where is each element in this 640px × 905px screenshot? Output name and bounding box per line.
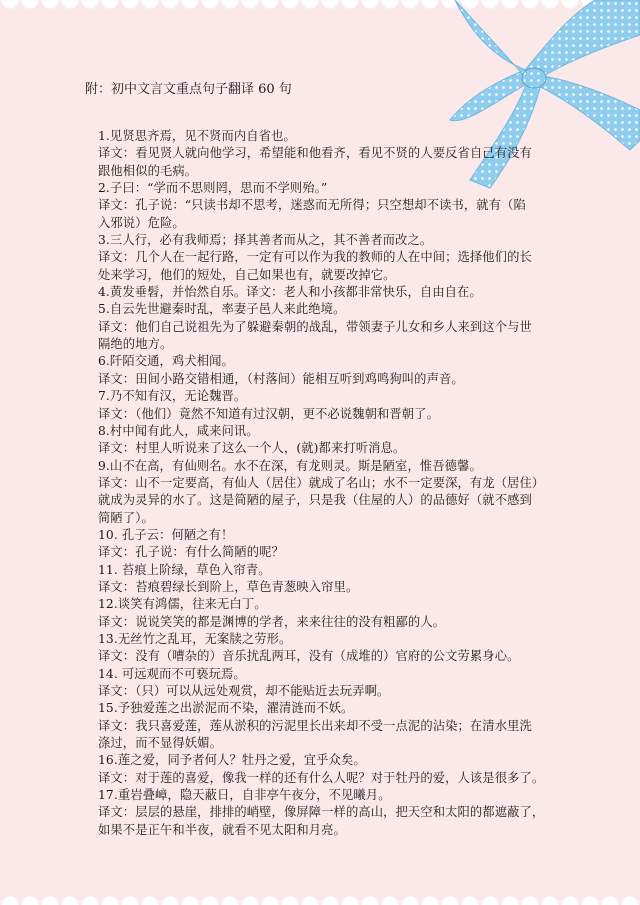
text-line: 1.见贤思齐焉，见不贤而内自省也。: [98, 129, 296, 143]
text-line: 译文：看见贤人就向他学习，希望能和他看齐，看见不贤的人要反省自己有没有: [98, 146, 532, 161]
text-line: 7.乃不知有汉，无论魏晋。: [98, 389, 247, 404]
text-line: 就成为灵异的水了。这是简陋的屋子，只是我（住屋的人）的品德好（就不感到: [98, 493, 532, 508]
text-line: 15.予独爱莲之出淤泥而不染，濯清涟而不妖。: [98, 701, 354, 716]
text-line: 17.重岩叠嶂，隐天蔽日，自非亭午夜分，不见曦月。: [98, 788, 391, 803]
text-line: 9.山不在高，有仙则名。水不在深，有龙则灵。斯是陋室，惟吾德馨。: [98, 458, 482, 473]
text-line: 4.黄发垂髫，并怡然自乐。译文：老人和小孩都非常快乐，自由自在。: [98, 285, 482, 300]
text-line: 8.村中闻有此人，咸来问讯。: [98, 423, 259, 438]
text-line: 12.谈笑有鸿儒，往来无白丁。: [98, 597, 267, 612]
text-line: 11. 苔痕上阶绿，草色入帘青。: [98, 562, 271, 577]
text-line: 3.三人行，必有我师焉；择其善者而从之，其不善者而改之。: [98, 233, 433, 248]
text-line: 6.阡陌交通，鸡犬相闻。: [98, 354, 234, 369]
text-line: 跟他相似的毛病。: [98, 163, 198, 178]
text-line: 译文：山不一定要高，有仙人（居住）就成了名山；水不一定要深，有龙（居住）: [98, 475, 545, 490]
text-line: 译文：苔痕碧绿长到阶上，草色青葱映入帘里。: [98, 579, 359, 594]
text-line: 译文：（只）可以从远处观赏，却不能贴近去玩弄啊。: [98, 684, 390, 698]
text-line: 译文：孔子说：“只读书却不思考，迷惑而无所得；只空想却不读书，就有（陷: [98, 198, 526, 213]
text-line: 隔绝的地方。: [98, 337, 173, 352]
text-line: 16.莲之爱，同予者何人？牡丹之爱，宜乎众矣。: [98, 753, 366, 768]
text-line: 涤过，而不显得妖媚。: [98, 736, 222, 751]
text-line: 处来学习，他们的短处，自己如果也有，就要改掉它。: [98, 267, 396, 282]
text-line: 译文：层层的悬崖，排排的峭壁，像屏障一样的高山，把天空和太阳的都遮蔽了，: [98, 805, 545, 820]
text-line: 简陋了）。: [98, 510, 154, 525]
text-line: 2.子曰：“学而不思则罔，思而不学则殆。”: [98, 181, 328, 196]
text-line: 译文：村里人听说来了这么一个人，(就)都来打听消息。: [98, 441, 406, 456]
text-line: 译文：几个人在一起行路，一定有可以作为我的教师的人在中间；选择他们的长: [98, 250, 532, 265]
text-line: 13.无丝竹之乱耳，无案牍之劳形。: [98, 631, 292, 646]
text-line: 译文：没有（嘈杂的）音乐扰乱两耳，没有（成堆的）官府的公文劳累身心。: [98, 649, 520, 664]
text-line: 译文：（他们）竟然不知道有过汉朝，更不必说魏朝和晋朝了。: [98, 406, 439, 421]
text-line: 10. 孔子云：何陋之有！: [98, 527, 234, 542]
text-line: 译文：孔子说：有什么简陋的呢？: [98, 545, 284, 560]
text-line: 译文：他们自己说祖先为了躲避秦朝的战乱，带领妻子儿女和乡人来到这个与世: [98, 319, 532, 334]
page-title: 附：初中文言文重点句子翻译 60 句: [85, 82, 292, 97]
bottom-scallop-border: [0, 891, 640, 905]
text-line: 5.自云先世避秦时乱，率妻子邑人来此绝境。: [98, 302, 346, 317]
text-line: 14. 可远观而不可亵玩焉。: [98, 666, 246, 681]
text-line: 如果不是正午和半夜，就看不见太阳和月亮。: [98, 822, 346, 837]
translation-list: [98, 128, 560, 839]
text-line: 译文：田间小路交错相通，（村落间）能相互听到鸡鸣狗叫的声音。: [98, 371, 464, 386]
text-line: 译文：我只喜爱莲，莲从淤积的污泥里长出来却不受一点泥的沾染；在清水里洗: [98, 718, 532, 733]
text-line: 入邪说）危险。: [98, 215, 185, 230]
text-line: 译文：对于莲的喜爱，像我一样的还有什么人呢？对于牡丹的爱，人该是很多了。: [98, 770, 545, 785]
text-line: 译文：说说笑笑的都是渊博的学者，来来往往的没有粗鄙的人。: [98, 614, 446, 629]
